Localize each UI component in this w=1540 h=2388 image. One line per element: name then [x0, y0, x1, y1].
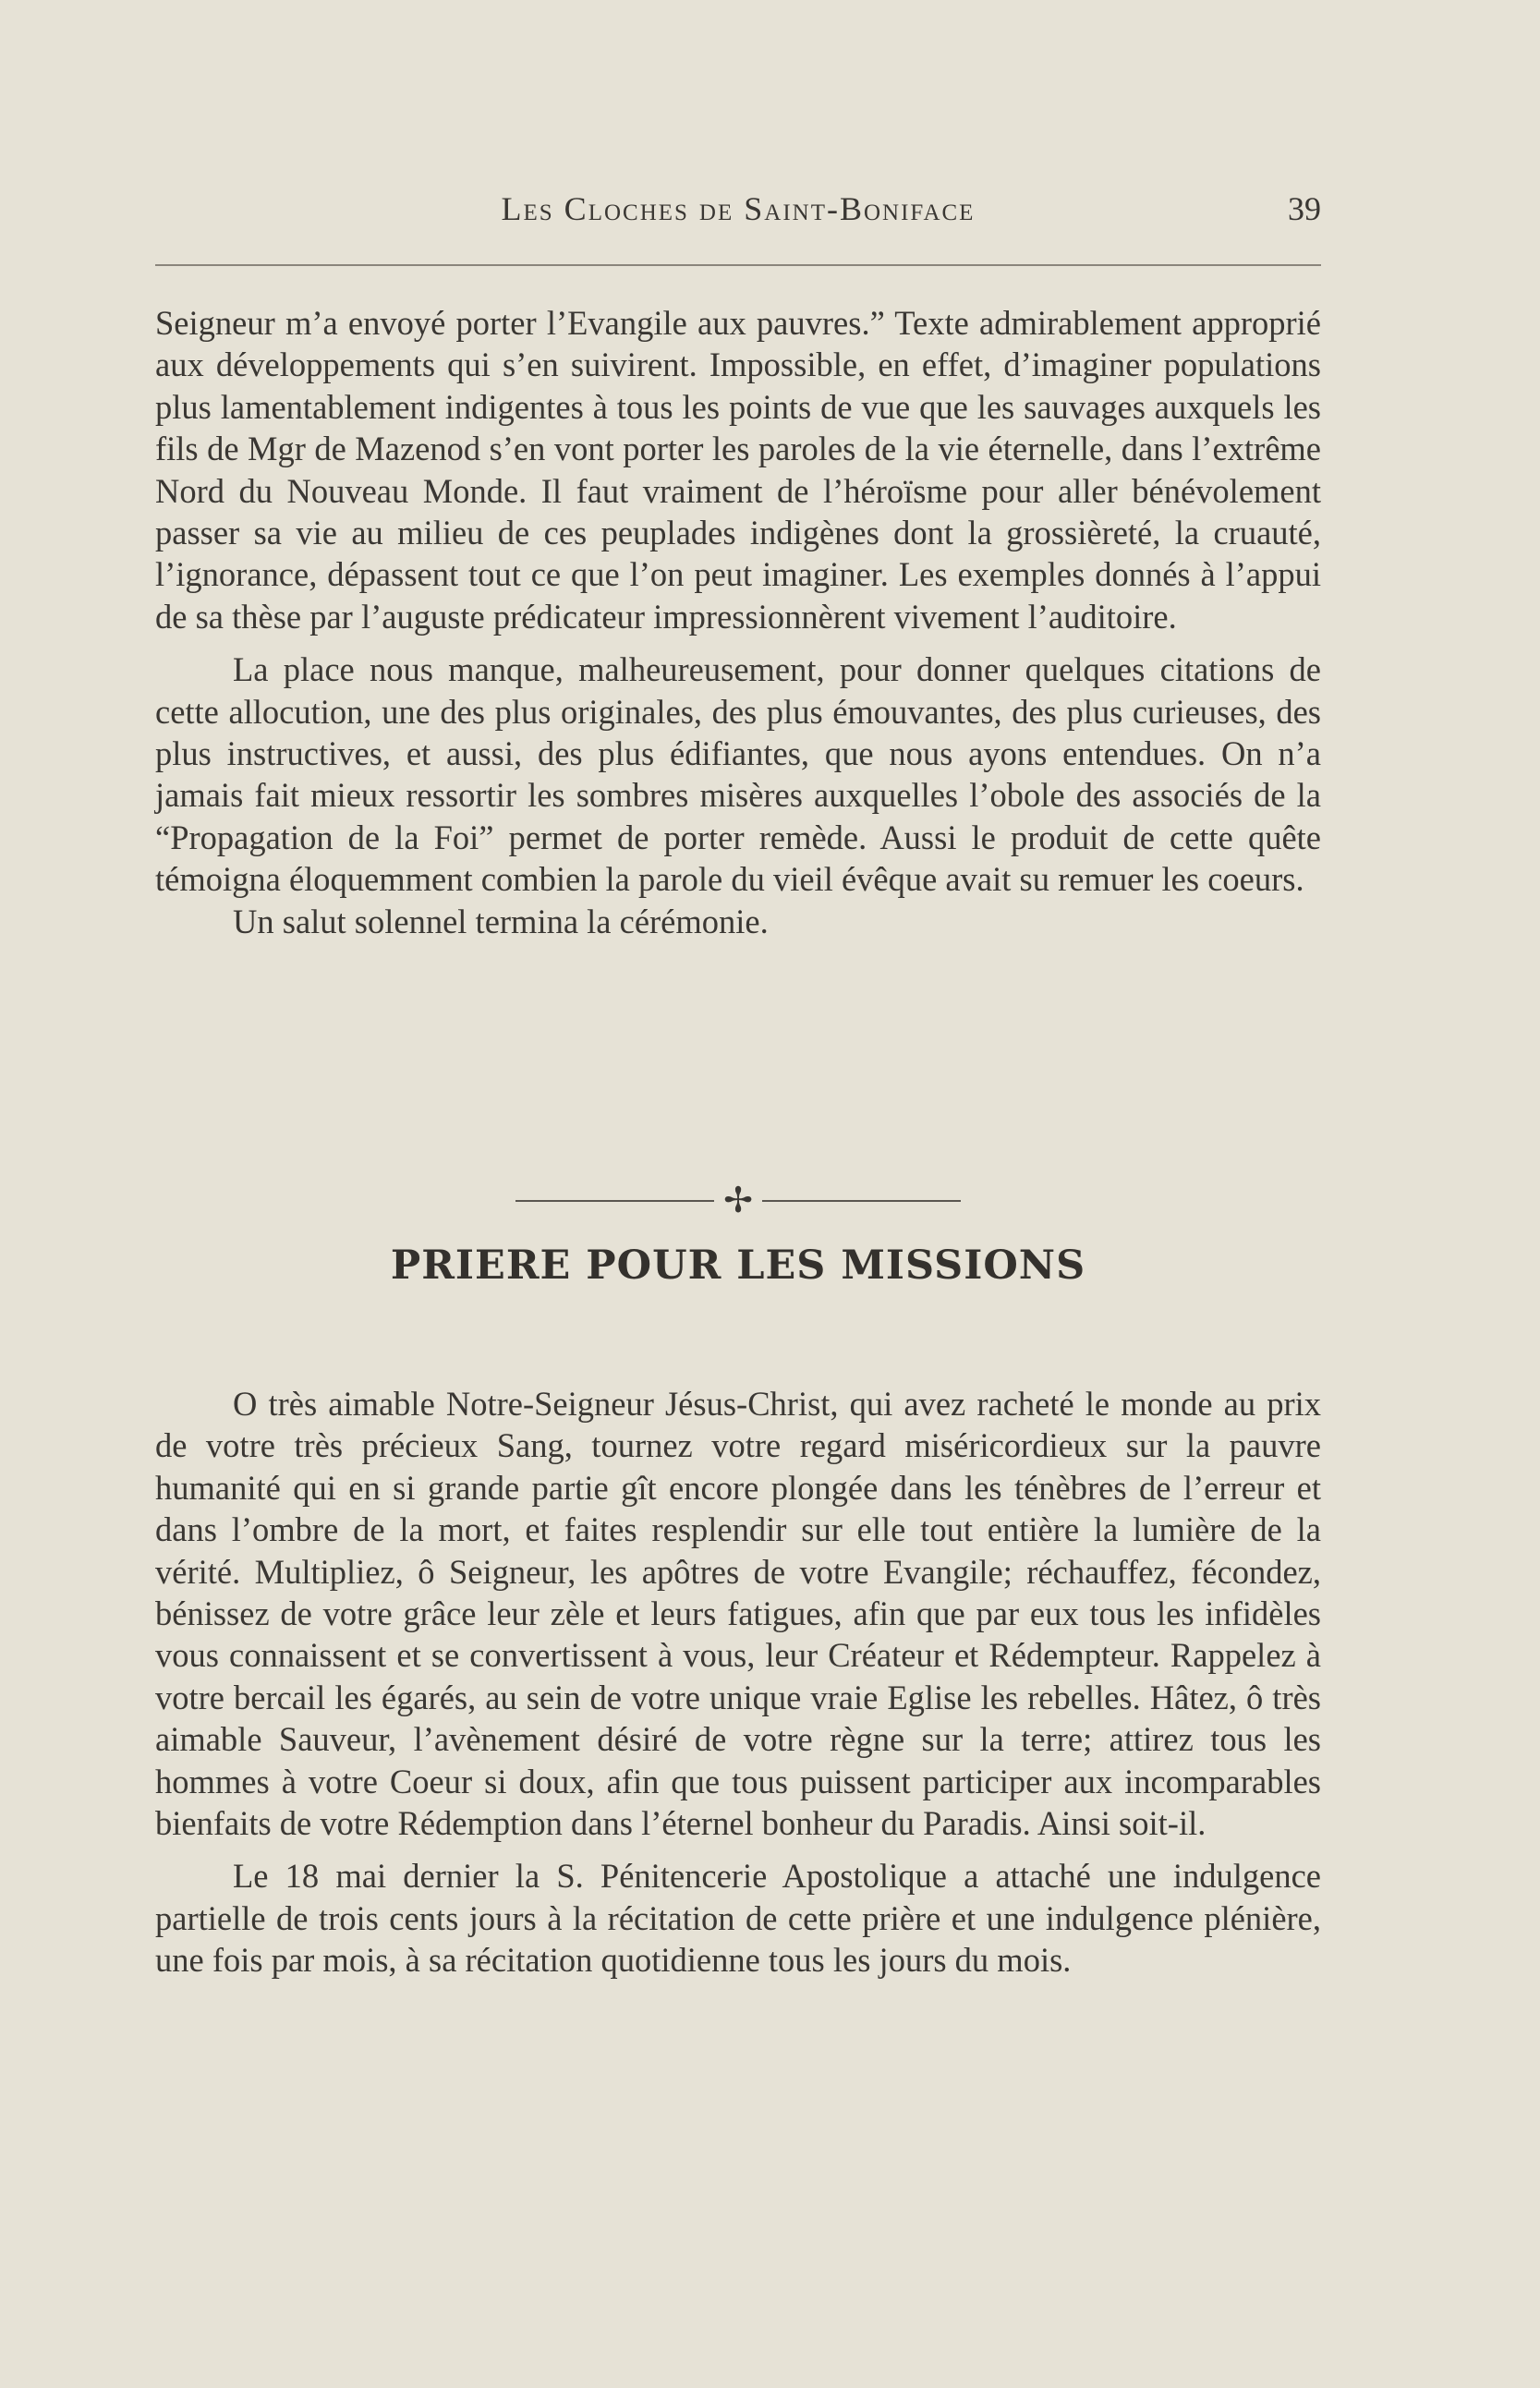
running-head [155, 189, 1321, 245]
paragraph: O très aimable Notre-Seigneur Jésus-Christ, qui avez racheté le monde au prix de votre très précieux Sang, tournez votre regard miséricordieux sur la pauvre humanité qui en si grande partie gît encore plongée dans les ténèbres de l’erreur et dans l’ombre de la mort, et faites resplendir sur elle tout entière la lumière de la vérité. Multipliez, ô Seigneur, les apôtres de votre Evangile; réchauffez, fécondez, bénissez de votre grâce leur zèle et leurs fatigues, afin que par eux tous les infidèles vous connaissent et se convertissent à vous, leur Créateur et Rédempteur. Rappelez à votre bercail les égarés, au sein de votre unique vraie Eglise les rebelles. Hâtez, ô très aimable Sauveur, l’avènement désiré de votre règne sur la terre; attirez tous les hommes à votre Coeur si doux, afin que tous puissent participer aux incomparables bienfaits de votre Rédemption dans l’éternel bonheur du Paradis. Ainsi soit-il. [155, 1385, 1321, 1843]
paragraph: Un salut solennel termina la cérémonie. [233, 902, 769, 940]
running-title: Les Cloches de Saint-Boniface [501, 190, 976, 227]
section-divider [155, 1179, 1321, 1223]
prayer-text [155, 1383, 1321, 1982]
header-rule [155, 264, 1321, 266]
cross-ornament-icon: ✢ [723, 1182, 753, 1220]
article-continuation [155, 302, 1321, 942]
section-title: PRIERE POUR LES MISSIONS [390, 1242, 1086, 1289]
paragraph: Seigneur m’a envoyé porter l’Evangile aux pauvres.” Texte admirablement approprié aux développements qui s’en suivirent. Impossible, en effet, d’imaginer populations plus lamentablement indigentes à tous les points de vue que les sauvages auxquels les fils de Mgr de Mazenod s’en vont porter les paroles de la vie éternelle, dans l’extrême Nord du Nouveau Monde. Il faut vraiment de l’héroïsme pour aller bénévolement passer sa vie au milieu de ces peuplades indigènes dont la grossièreté, la cruauté, l’ignorance, dépassent tout ce que l’on peut imaginer. Les exemples donnés à l’appui de sa thèse par l’auguste prédicateur impressionnèrent vivement l’auditoire. [155, 304, 1321, 636]
divider-line-right [762, 1200, 961, 1202]
page-number: 39 [1288, 190, 1321, 227]
paragraph: La place nous manque, malheureusement, pour donner quelques citations de cette allocution, une des plus originales, des plus émouvantes, des plus curieuses, des plus instructives, et aussi, des plus édifiantes, que nous ayons entendues. On n’a jamais fait mieux ressortir les sombres misères auxquelles l’obole des associés de la “Propagation de la Foi” permet de porter remède. Aussi le produit de cette quête témoigna éloquemment combien la parole du vieil évêque avait su remuer les coeurs. [155, 650, 1321, 899]
divider-line-left [515, 1200, 714, 1202]
paragraph: Le 18 mai dernier la S. Pénitencerie Apostolique a attaché une indulgence partielle de trois cents jours à la récitation de cette prière et une indulgence plénière, une fois par mois, à sa récitation quotidienne tous les jours du mois. [155, 1857, 1321, 1980]
